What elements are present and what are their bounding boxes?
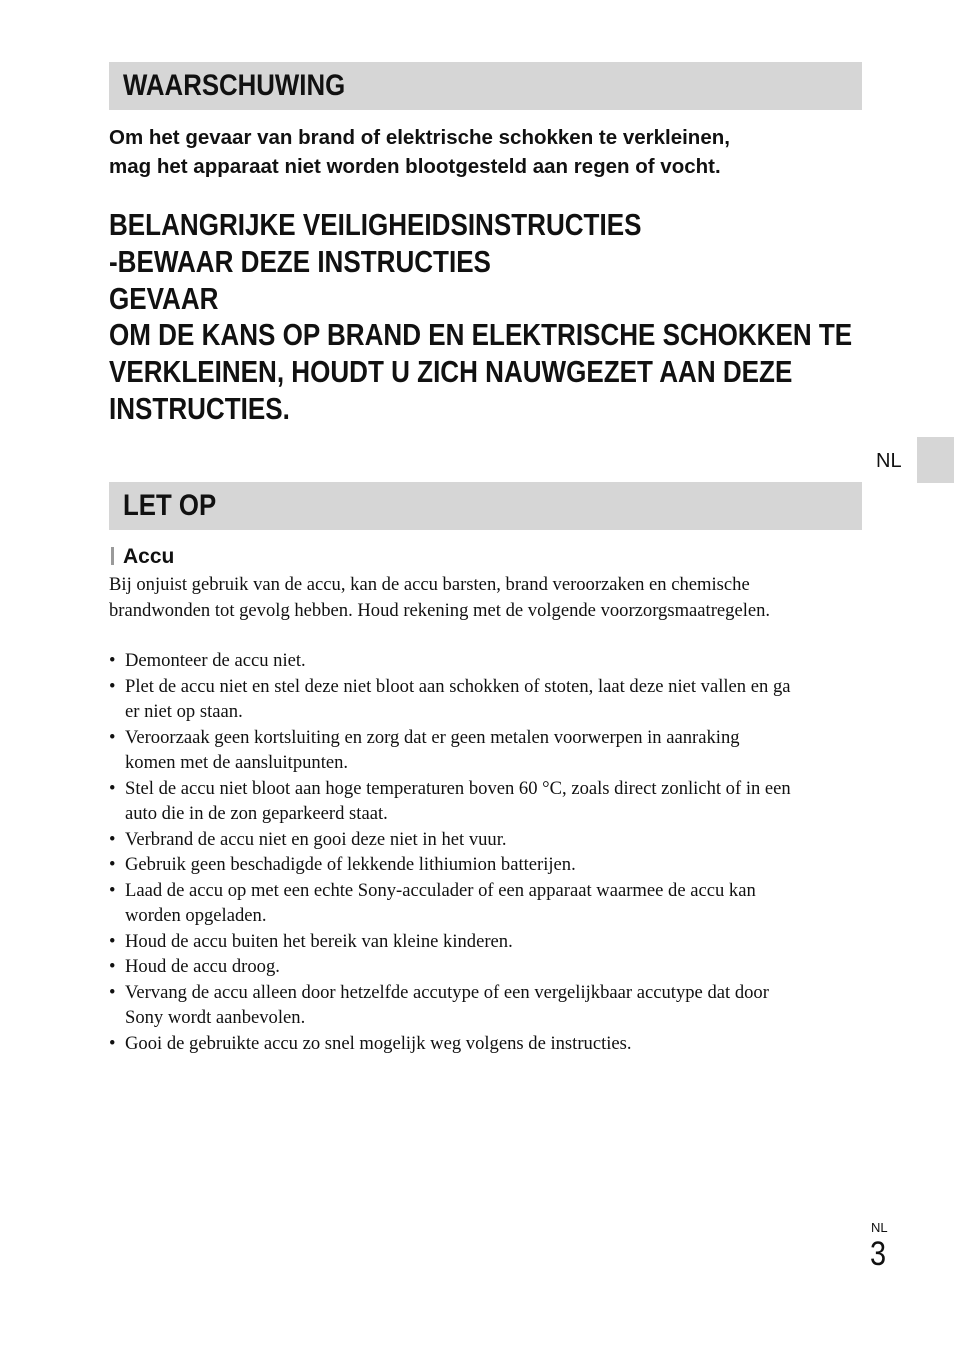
bullet-dot: • <box>109 675 116 697</box>
language-side-tab <box>917 437 954 483</box>
list-item-text: Verbrand de accu niet en gooi deze niet in het vuur. <box>125 828 507 850</box>
bullet-dot: • <box>109 879 116 901</box>
page-number: 3 <box>870 1235 887 1273</box>
list-item-text: auto die in de zon geparkeerd staat. <box>125 803 388 824</box>
safety-instructions-line: GEVAAR <box>109 280 219 316</box>
safety-instructions-line: BELANGRIJKE VEILIGHEIDSINSTRUCTIES <box>109 207 642 242</box>
list-item <box>109 776 869 827</box>
bullet-dot: • <box>109 777 116 799</box>
list-item <box>109 827 869 853</box>
bullet-dot: • <box>109 956 116 977</box>
list-item-text: Vervang de accu alleen door hetzelfde accutype of een vergelijkbaar accutype dat door <box>125 981 769 1003</box>
warning-section-title: WAARSCHUWING <box>123 69 346 102</box>
safety-instructions-line: OM DE KANS OP BRAND EN ELEKTRISCHE SCHOKKEN TE <box>109 317 853 353</box>
list-item-text: Houd de accu buiten het bereik van kleine kinderen. <box>125 930 513 952</box>
intro-line: brandwonden tot gevolg hebben. Houd rekening met de volgende voorzorgsmaatregelen. <box>109 599 771 621</box>
list-item <box>109 1031 869 1057</box>
caution-section-header <box>109 482 862 530</box>
list-item <box>109 878 869 929</box>
list-item-text: Stel de accu niet bloot aan hoge temperaturen boven 60 °C, zoals direct zonlicht of in een <box>125 777 791 799</box>
warning-text-line: mag het apparaat niet worden blootgesteld aan regen of vocht. <box>109 155 721 178</box>
list-item-text: komen met de aansluitpunten. <box>125 752 349 773</box>
warning-section-header <box>109 62 862 110</box>
bullet-dot: • <box>109 854 116 875</box>
safety-instructions-line: VERKLEINEN, HOUDT U ZICH NAUWGEZET AAN DEZE <box>109 354 793 390</box>
list-item-text: er niet op staan. <box>125 701 243 722</box>
list-item-text: Houd de accu droog. <box>125 956 280 977</box>
intro-line: Bij onjuist gebruik van de accu, kan de accu barsten, brand veroorzaken en chemische <box>109 574 750 595</box>
bullet-dot: • <box>109 930 116 952</box>
list-item-text: worden opgeladen. <box>125 905 267 926</box>
warning-text <box>109 123 869 181</box>
footer-language-label: NL <box>871 1220 888 1235</box>
safety-instructions-block <box>109 207 909 428</box>
bullet-dot: • <box>109 1032 116 1054</box>
list-item-text: Veroorzaak geen kortsluiting en zorg dat er geen metalen voorwerpen in aanraking <box>125 726 740 748</box>
accu-subheading-text: Accu <box>123 545 175 568</box>
caution-section-title: LET OP <box>123 489 217 522</box>
bullet-dot: • <box>109 726 116 748</box>
list-item <box>109 954 869 980</box>
list-item-text: Demonteer de accu niet. <box>125 650 306 671</box>
list-item-text: Sony wordt aanbevolen. <box>125 1007 306 1028</box>
bullet-dot: • <box>109 650 116 671</box>
bullet-dot: • <box>109 828 116 850</box>
list-item <box>109 725 869 776</box>
list-item-text: Laad de accu op met een echte Sony-acculader of een apparaat waarmee de accu kan <box>125 879 756 901</box>
list-item <box>109 674 869 725</box>
list-item <box>109 980 869 1031</box>
list-item-text: Gooi de gebruikte accu zo snel mogelijk weg volgens de instructies. <box>125 1032 632 1054</box>
accu-precautions-list <box>109 648 869 1056</box>
list-item <box>109 852 869 878</box>
accu-intro-paragraph <box>109 572 869 623</box>
safety-instructions-line: INSTRUCTIES. <box>109 390 290 426</box>
warning-text-line: Om het gevaar van brand of elektrische schokken te verkleinen, <box>109 126 730 149</box>
list-item-text: Plet de accu niet en stel deze niet bloot aan schokken of stoten, laat deze niet vallen en ga <box>125 675 791 697</box>
safety-instructions-line: -BEWAAR DEZE INSTRUCTIES <box>109 243 491 279</box>
list-item <box>109 929 869 955</box>
list-item-text: Gebruik geen beschadigde of lekkende lithiumion batterijen. <box>125 854 576 875</box>
language-side-label: NL <box>876 450 902 472</box>
subheading-marker <box>111 547 114 565</box>
list-item <box>109 648 869 674</box>
bullet-dot: • <box>109 981 116 1003</box>
